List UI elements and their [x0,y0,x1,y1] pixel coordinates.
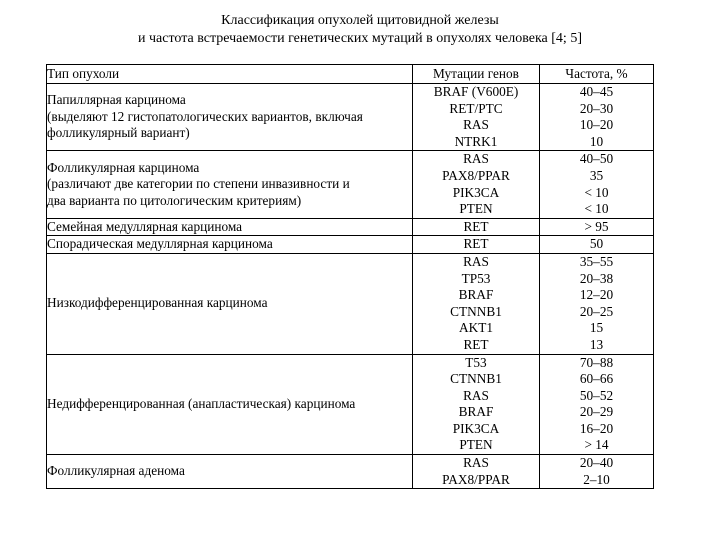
header-tumor-type: Тип опухоли [47,65,413,84]
gene-mutation: RAS [463,253,489,269]
header-gene-mutations: Мутации генов [413,65,540,84]
frequency-value: 20–30 [579,100,614,116]
frequency-value: < 10 [584,184,609,200]
table-row [47,218,654,236]
tumor-type-cell [47,151,413,218]
table-body [47,84,654,489]
gene-mutation: RAS [463,455,489,471]
gene-mutation: CTNNB1 [450,303,502,319]
frequency-value: 60–66 [579,371,614,387]
gene-mutation: BRAF [458,404,494,420]
frequency-value: 20–29 [579,404,614,420]
gene-mutation: RET [463,236,489,252]
frequency-value: 40–45 [579,84,614,99]
gene-mutation: PTEN [459,201,493,217]
gene-mutation: RET [463,218,489,234]
gene-mutations-cell [413,151,540,218]
frequency-value: 35 [589,167,604,183]
gene-mutation: PAX8/PPAR [442,167,510,183]
frequency-value: 10–20 [579,117,614,133]
tumor-type-cell [47,253,413,354]
frequency-value: 35–55 [579,253,614,269]
tumor-type-cell [47,84,413,151]
frequency-cell [540,236,654,254]
tumor-type-line: Низкодифференцированная карцинома [47,295,268,311]
gene-mutation: PAX8/PPAR [442,471,510,487]
gene-mutations-cell [413,218,540,236]
mutation-frequency-table [46,64,654,489]
tumor-type-line: Семейная медуллярная карцинома [47,218,243,234]
gene-mutation: TP53 [461,270,491,286]
table-title-line-2: и частота встречаемости генетических мутаций в опухолях человека [4; 5] [138,31,582,46]
gene-mutations-cell [413,455,540,489]
tumor-type-line: (выделяют 12 гистопатологических вариантов, включая [47,108,363,124]
tumor-type-line: Фолликулярная карцинома [47,159,200,175]
tumor-type-line: фолликулярный вариант) [47,125,190,141]
gene-mutation: RET/PTC [449,100,503,116]
tumor-type-line: (различают две категории по степени инвазивности и [47,176,350,192]
gene-mutation: RAS [463,151,489,167]
gene-mutation: PIK3CA [452,420,500,436]
table-row [47,151,654,218]
table-row [47,84,654,151]
gene-mutation: RAS [463,387,489,403]
tumor-type-line: Фолликулярная аденома [47,463,185,479]
tumor-type-line: два варианта по цитологическим критериям) [47,192,302,208]
frequency-value: < 10 [584,201,609,217]
gene-mutation: RET [463,336,489,352]
frequency-value: 50–52 [579,387,614,403]
gene-mutations-cell [413,253,540,354]
gene-mutation: CTNNB1 [450,371,502,387]
tumor-type-line: Папиллярная карцинома [47,92,186,108]
frequency-value: 40–50 [579,151,614,167]
frequency-value: 20–38 [579,270,614,286]
table-title-line-1: Классификация опухолей щитовидной железы [221,13,499,28]
tumor-type-line: Спорадическая медуллярная карцинома [47,236,273,252]
gene-mutation: AKT1 [459,320,493,336]
frequency-cell [540,455,654,489]
tumor-type-cell [47,354,413,455]
table-row [47,236,654,254]
gene-mutation: BRAF [458,287,494,303]
frequency-value: 70–88 [579,354,614,370]
frequency-cell [540,218,654,236]
frequency-value: 13 [589,336,604,352]
frequency-value: 16–20 [579,420,614,436]
header-row [47,65,654,84]
frequency-value: 50 [589,236,604,252]
tumor-type-cell [47,455,413,489]
gene-mutations-cell [413,354,540,455]
gene-mutation: BRAF (V600E) [433,84,519,99]
tumor-type-cell [47,218,413,236]
gene-mutations-cell [413,84,540,151]
frequency-value: 15 [589,320,604,336]
gene-mutation: RAS [463,117,489,133]
frequency-value: 12–20 [579,287,614,303]
gene-mutations-cell [413,236,540,254]
gene-mutation: PTEN [459,437,493,453]
frequency-cell [540,253,654,354]
frequency-cell [540,151,654,218]
table-row [47,455,654,489]
table-row [47,253,654,354]
table-row [47,354,654,455]
frequency-cell [540,84,654,151]
gene-mutation: NTRK1 [454,133,498,149]
frequency-value: 10 [589,133,604,149]
frequency-value: 20–40 [579,455,614,471]
gene-mutation: PIK3CA [452,184,500,200]
frequency-value: 20–25 [579,303,614,319]
frequency-cell [540,354,654,455]
header-frequency: Частота, % [540,65,654,84]
gene-mutation: T53 [465,354,487,370]
frequency-value: 2–10 [583,471,610,487]
tumor-type-line: Недифференцированная (анапластическая) карцинома [47,395,356,411]
frequency-value: > 14 [584,437,609,453]
tumor-type-cell [47,236,413,254]
frequency-value: > 95 [584,218,609,234]
